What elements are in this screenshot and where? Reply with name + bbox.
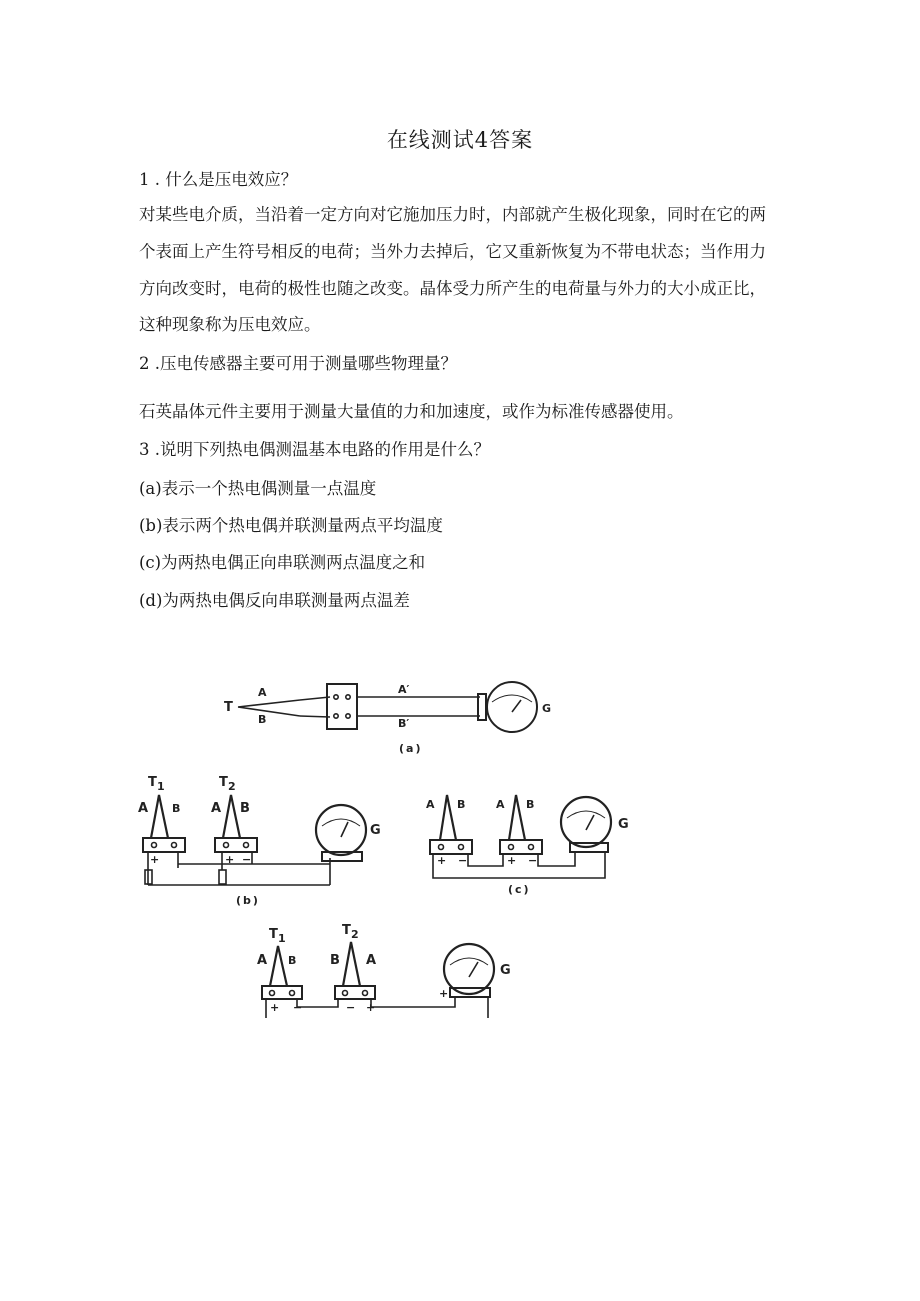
page-title: 在线测试4答案 (386, 128, 534, 152)
svg-text:+: + (150, 853, 160, 866)
answer-1-line-2: 个表面上产生符号相反的电荷；当外力去掉后，它又重新恢复为不带电状态；当作用力 (139, 242, 766, 261)
svg-text:−: − (458, 854, 468, 867)
circuit-d (257, 923, 511, 1018)
caption-b: (b) (236, 894, 260, 907)
answer-2: 石英晶体元件主要用于测量大量值的力和加速度，或作为标准传感器使用。 (139, 402, 684, 421)
answer-3-item-c: (c)为两热电偶正向串联测两点温度之和 (139, 553, 426, 572)
svg-text:+: + (437, 854, 447, 867)
label-a-G: G (542, 702, 552, 715)
question-2: 2 .压电传感器主要可用于测量哪些物理量？ (139, 354, 457, 373)
answer-3-item-b: (b)表示两个热电偶并联测量两点平均温度 (139, 516, 443, 535)
svg-text:B: B (526, 798, 535, 811)
label-b-B2: B (240, 801, 250, 816)
caption-c: (c) (508, 883, 531, 896)
svg-text:A: A (426, 798, 435, 811)
label-d-T2: T (342, 923, 351, 938)
answer-3-item-d: (d)为两热电偶反向串联测量两点温差 (139, 591, 410, 610)
svg-text:B: B (288, 954, 297, 967)
svg-text:+: + (225, 853, 235, 866)
question-1: 1 . 什么是压电效应？ (139, 170, 298, 189)
svg-text:−: − (346, 1001, 356, 1014)
svg-text:+: + (270, 1001, 280, 1014)
galvanometer-d (444, 944, 494, 994)
circuit-c (426, 795, 629, 896)
terminal-block-a (327, 684, 357, 729)
galvanometer-b (316, 805, 366, 855)
label-a-A-prime: A′ (398, 683, 410, 696)
label-a-B: B (258, 713, 267, 726)
svg-text:B: B (457, 798, 466, 811)
svg-text:−: − (528, 854, 538, 867)
svg-text:2: 2 (351, 928, 359, 941)
svg-text:−: − (293, 1001, 303, 1014)
svg-text:2: 2 (228, 780, 236, 793)
svg-text:A: A (496, 798, 505, 811)
svg-text:+: + (366, 1001, 376, 1014)
circuit-a (224, 682, 551, 755)
svg-text:A: A (366, 953, 377, 968)
label-b-B1: B (172, 802, 181, 815)
answer-3-item-a: (a)表示一个热电偶测量一点温度 (139, 479, 377, 498)
label-c-G: G (618, 817, 629, 832)
label-a-A: A (258, 686, 267, 699)
svg-text:1: 1 (157, 780, 165, 793)
svg-text:−: − (242, 853, 252, 866)
label-b-T2: T (219, 775, 228, 790)
svg-text:1: 1 (278, 932, 286, 945)
svg-text:+: + (439, 987, 449, 1000)
label-b-G: G (370, 823, 381, 838)
galvanometer-a (487, 682, 537, 732)
label-a-T: T (224, 700, 233, 715)
label-a-B-prime: B′ (398, 717, 410, 730)
svg-text:A: A (257, 953, 268, 968)
label-b-T1: T (148, 775, 157, 790)
circuit-b (138, 775, 381, 907)
svg-text:B: B (330, 953, 340, 968)
caption-a: (a) (399, 742, 423, 755)
answer-1-line-1: 对某些电介质，当沿着一定方向对它施加压力时，内部就产生极化现象，同时在它的两 (139, 205, 766, 224)
answer-1-line-3: 方向改变时，电荷的极性也随之改变。晶体受力所产生的电荷量与外力的大小成正比， (139, 279, 766, 298)
question-3: 3 .说明下列热电偶测温基本电路的作用是什么？ (139, 440, 490, 459)
label-b-A2: A (211, 801, 222, 816)
svg-text:+: + (507, 854, 517, 867)
answer-1-line-4: 这种现象称为压电效应。 (139, 315, 321, 334)
galvanometer-c (561, 797, 611, 847)
label-b-A1: A (138, 801, 149, 816)
label-d-G: G (500, 963, 511, 978)
label-d-T1: T (269, 927, 278, 942)
